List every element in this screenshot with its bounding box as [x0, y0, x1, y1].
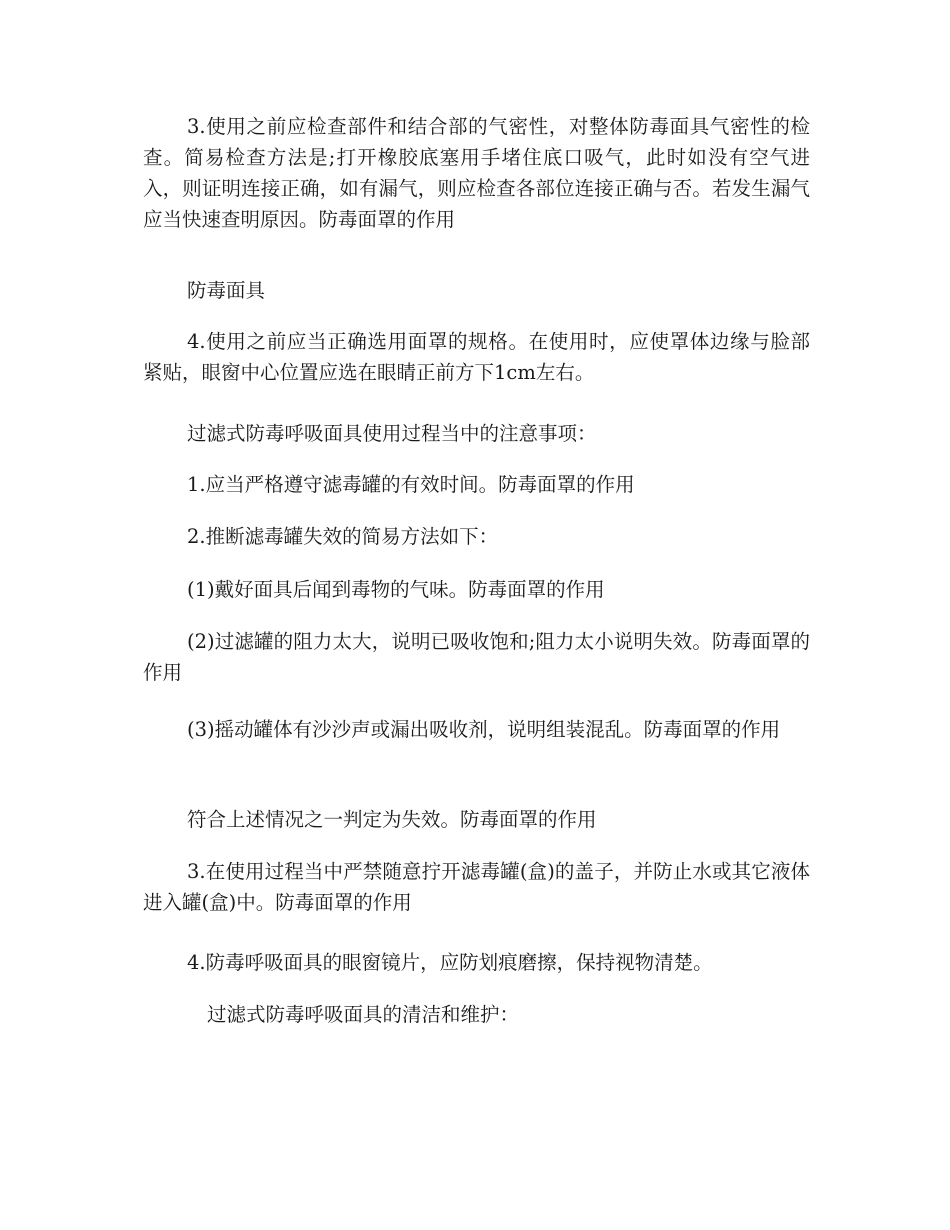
- paragraph-gas-mask: 防毒面具: [187, 279, 266, 302]
- paragraph-mask-size: 4.使用之前应当正确选用面罩的规格。在使用时，应使罩体边缘与脸部紧贴，眼窗中心位置应选在眼睛正前方下1cm左右。: [143, 330, 810, 384]
- paragraph-shake: (3)摇动罐体有沙沙声或漏出吸收剂，说明组装混乱。防毒面罩的作用: [187, 718, 781, 741]
- paragraph-resistance: (2)过滤罐的阻力太大，说明已吸收饱和;阻力太小说明失效。防毒面罩的作用: [143, 630, 810, 684]
- paragraph-cleaning-heading: 过滤式防毒呼吸面具的清洁和维护：: [207, 1003, 520, 1026]
- paragraph-lens-care: 4.防毒呼吸面具的眼窗镜片，应防划痕磨擦，保持视物清楚。: [187, 951, 713, 974]
- paragraph-failure-methods: 2.推断滤毒罐失效的简易方法如下：: [187, 525, 499, 548]
- paragraph-precautions-heading: 过滤式防毒呼吸面具使用过程当中的注意事项：: [187, 422, 597, 445]
- paragraph-odor: (1)戴好面具后闻到毒物的气味。防毒面罩的作用: [187, 578, 605, 601]
- paragraph-no-opening: 3.在使用过程当中严禁随意拧开滤毒罐(盒)的盖子，并防止水或其它液体进入罐(盒)中。防毒面罩的作用: [143, 860, 810, 914]
- paragraph-airtightness-check: 3.使用之前应检查部件和结合部的气密性，对整体防毒面具气密性的检查。简易检查方法是;打开橡胶底塞用手堵住底口吸气，此时如没有空气进入，则证明连接正确，如有漏气，则应检查各部位连接正确与否。若发生漏气应当快速查明原因。防毒面罩的作用: [143, 115, 810, 231]
- paragraph-canister-time: 1.应当严格遵守滤毒罐的有效时间。防毒面罩的作用: [187, 473, 635, 496]
- paragraph-failure-criteria: 符合上述情况之一判定为失效。防毒面罩的作用: [187, 808, 597, 831]
